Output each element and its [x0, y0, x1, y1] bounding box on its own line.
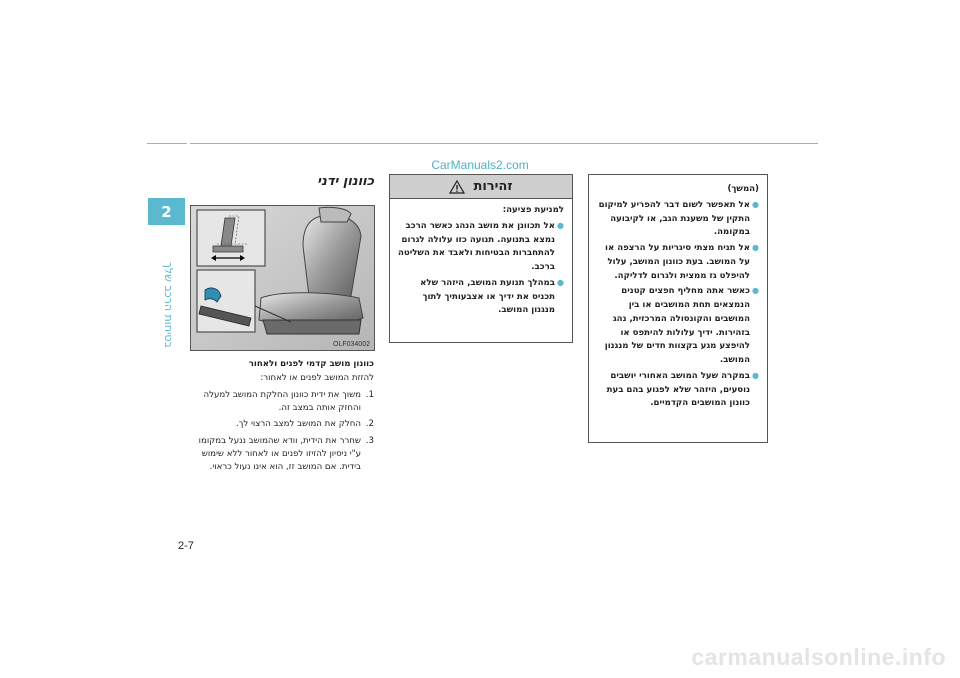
bullet-icon: ● [752, 370, 759, 380]
adjust-heading: כוונון מושב קדמי לפנים ולאחור [248, 359, 374, 369]
continued-text: אל תאפשר לשום דבר להפריע למיקום התקין של משענת הגב, או לקיבועה במקומה. [598, 199, 750, 238]
caution-item [396, 220, 564, 275]
step-text: החלק את המושב למצב הרצוי לך. [236, 419, 361, 430]
chapter-number-badge: 2 [148, 198, 185, 225]
step-number: 2. [365, 419, 374, 430]
bullet-icon: ● [752, 199, 759, 209]
step-number: 1. [365, 389, 374, 400]
continued-header: (המשך) [727, 184, 759, 194]
side-divider [147, 143, 187, 144]
continued-item [595, 199, 759, 240]
chapter-title: בטיחות הרכב שלך [162, 262, 175, 348]
bullet-icon: ● [557, 220, 564, 230]
continued-item [595, 370, 759, 411]
caution-text: במהלך תנועת המושב, היזהר שלא תכניס את ידיך או אצבעותיך לתוך מנגנון המושב. [420, 277, 555, 316]
continued-text: כאשר אתה מחליף חפצים קטנים הנמצאים תחת המושבים או בין המושבים והקונסולה המרכזית, נהג בזהירות. ידיך עלולות להיתפס או להיפצע מגע בקצוות חדים של מנגנון המושב. [604, 286, 750, 365]
step-text: משוך את ידית כוונון החלקת המושב למעלה והחזק אותה במצב זה. [203, 389, 361, 413]
step-text: שחרר את הידית, וודא שהמושב ננעל במקומו ע"י ניסיון להזיזו לפנים או לאחור ללא שימוש בידית. אם המושב זז, הוא אינו נעול כראוי. [198, 435, 361, 473]
warning-triangle-icon [449, 180, 465, 194]
page-number: 2-7 [178, 540, 194, 552]
top-divider [190, 143, 818, 144]
caution-intro: למניעת פציעה: [502, 205, 564, 215]
caution-text: אל תכוונן את מושב הנהג כאשר הרכב נמצא בתנועה. תנועה כזו עלולה לגרום להתחברות הבטיחות ולאבד את השליטה ברכב. [397, 220, 555, 272]
section-title: כוונון ידני [317, 174, 374, 189]
continued-box [588, 174, 768, 443]
caution-header [390, 175, 572, 199]
continued-body [589, 175, 767, 411]
step-item [190, 418, 374, 431]
watermark-top[interactable]: CarManuals2.com [431, 158, 529, 172]
seat-adjust-figure [190, 205, 375, 351]
step-item [190, 435, 374, 475]
caution-title: זהירות [473, 179, 513, 194]
caution-item [396, 277, 564, 318]
continued-item [595, 285, 759, 368]
seat-adjust-instructions [190, 358, 374, 475]
bullet-icon: ● [557, 277, 564, 287]
continued-text: אל תניח מצתי סיגריות על הרצפה או על המושב. בעת כוונון המושב, עלול להיפלט גז ממצית ולגרום לדליקה. [605, 243, 750, 281]
adjust-intro: להזזת המושב לפנים או לאחור: [260, 373, 374, 384]
caution-body [390, 199, 572, 318]
step-item [190, 389, 374, 416]
figure-code: OLF034002 [333, 341, 370, 348]
step-number: 3. [365, 435, 374, 446]
bullet-icon: ● [752, 286, 759, 296]
continued-text: במקרה שעל המושב האחורי יושבים נוסעים, היזהר שלא לפגוע בהם בעת כוונון המושבים הקדמיים. [606, 370, 750, 409]
bullet-icon: ● [752, 243, 759, 252]
caution-box [389, 174, 573, 343]
seat-illustration [191, 206, 374, 350]
watermark-bottom[interactable]: carmanualsonline.info [691, 644, 946, 670]
continued-item [595, 242, 759, 283]
